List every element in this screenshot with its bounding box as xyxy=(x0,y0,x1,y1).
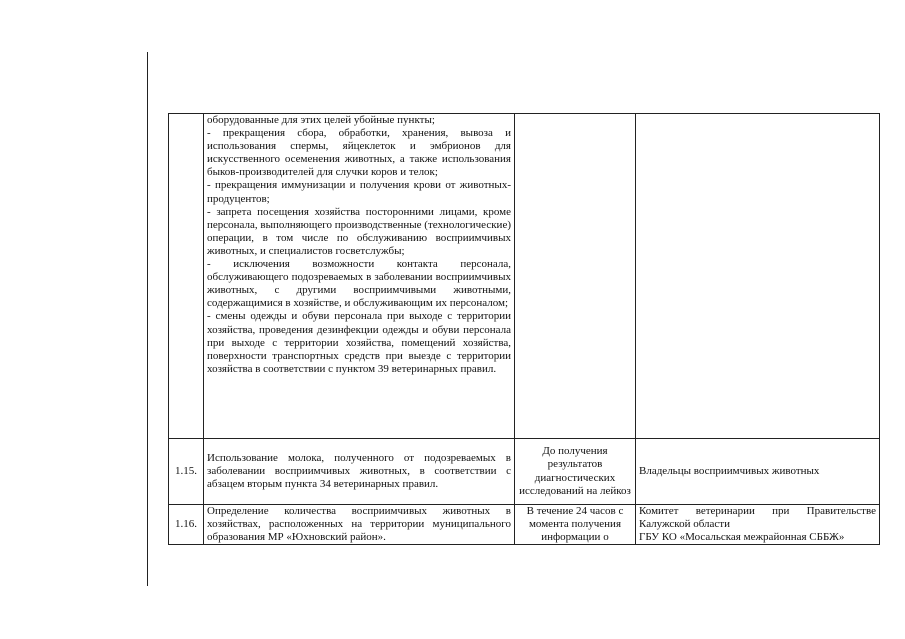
row-number: 1.15. xyxy=(169,439,204,505)
measure-cell xyxy=(204,114,515,439)
measure-paragraph: - прекращения сбора, обработки, хранения, вывоза и использования спермы, яйцеклеток и эмбрионов для искусственного осеменения животных, а также использования быков-производителей для случки коров и телок; xyxy=(207,127,511,179)
term-cell xyxy=(515,114,636,439)
table-row xyxy=(169,439,880,505)
measure-paragraph: - исключения возможности контакта персонала, обслуживающего подозреваемых в заболевании восприимчивых животных, с другими восприимчивыми животными, содержащимися в хозяйстве, и обслуживающим их персоналом; xyxy=(207,258,511,310)
measures-table xyxy=(168,113,880,545)
responsible-cell xyxy=(636,505,880,545)
table-row xyxy=(169,114,880,439)
row-number xyxy=(169,114,204,439)
responsible-line: Комитет ветеринарии при Правительстве Калужской области xyxy=(639,505,876,531)
measure-paragraph: оборудованные для этих целей убойные пункты; xyxy=(207,114,435,126)
term-cell: До получения результатов диагностических исследований на лейкоз xyxy=(515,439,636,505)
measure-paragraph: - запрета посещения хозяйства посторонними лицами, кроме персонала, выполняющего производственные (технологические) операции, в том числе по обслуживанию восприимчивых животных, и специалистов госветслужбы; xyxy=(207,205,511,257)
row-number: 1.16. xyxy=(169,505,204,545)
term-cell xyxy=(515,505,636,545)
responsible-line: ГБУ КО «Мосальская межрайонная СББЖ» xyxy=(639,531,845,544)
measure-cell: Использование молока, полученного от подозреваемых в заболевании восприимчивых животных, в соответствии с абзацем вторым пункта 34 ветеринарных правил. xyxy=(204,439,515,505)
measure-cell: Определение количества восприимчивых животных в хозяйствах, расположенных на территории муниципального образования МР «Юхновский район». xyxy=(204,505,515,545)
term-text: В течение 24 часов с момента получения информации о xyxy=(526,505,624,543)
measure-paragraph: - прекращения иммунизации и получения крови от животных-продуцентов; xyxy=(207,179,511,205)
table-row xyxy=(169,505,880,545)
responsible-cell xyxy=(636,114,880,439)
measure-paragraph: - смены одежды и обуви персонала при выходе с территории хозяйства, проведения дезинфекции одежды и обуви персонала при выходе с территории хозяйства, помещений хозяйства, поверхности транспортных средств при выезде с территории хозяйства в соответствии с пунктом 39 ветеринарных правил. xyxy=(207,310,511,375)
responsible-cell: Владельцы восприимчивых животных xyxy=(636,439,880,505)
page-margin-line xyxy=(147,52,148,586)
